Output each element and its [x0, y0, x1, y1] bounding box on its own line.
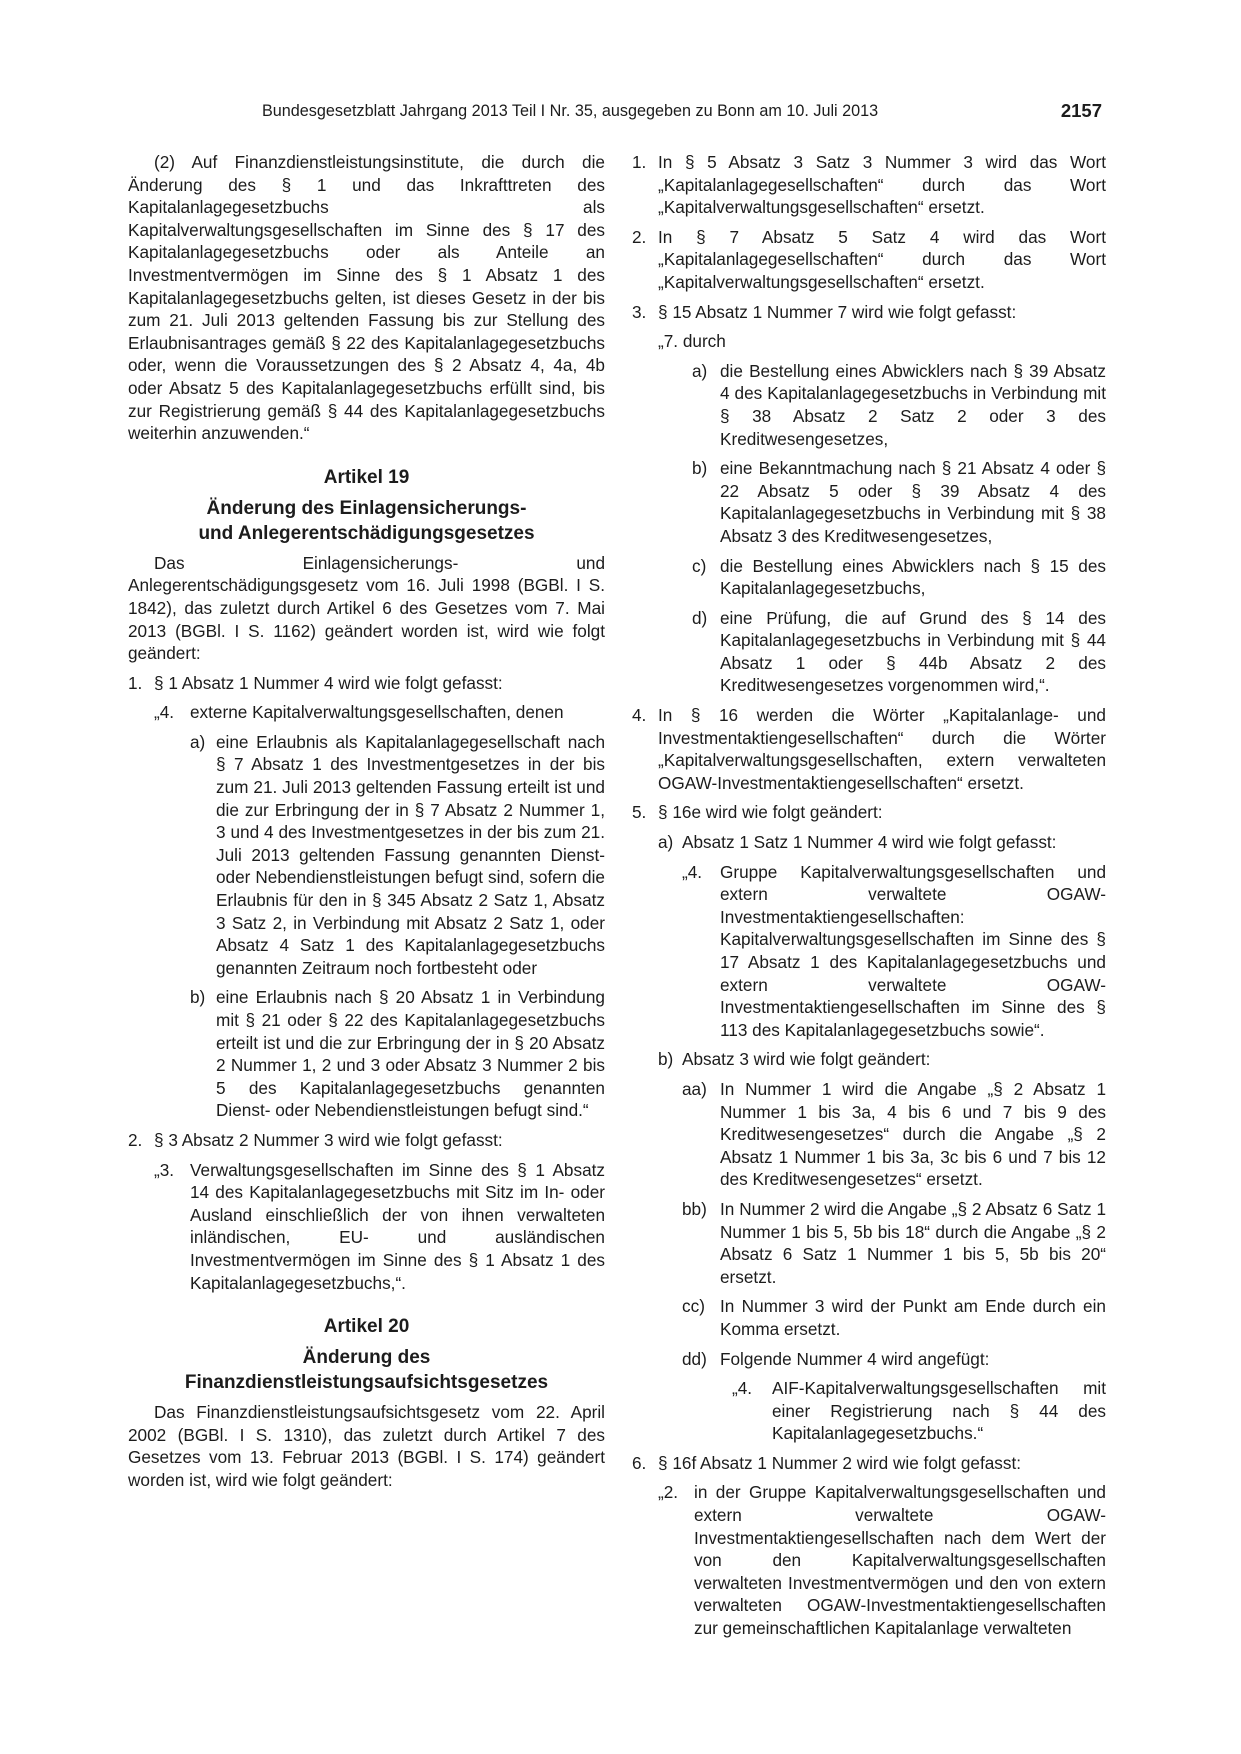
sub-item — [128, 986, 605, 1122]
list-item — [632, 704, 1106, 794]
item-text: eine Erlaubnis nach § 20 Absatz 1 in Verbindung mit § 21 oder § 22 des Kapitalanlagegesetzbuchs erteilt ist und die zur Erbringung der in § 20 Absatz 2 Nummer 1, 2 und 3 oder Absatz 3 Nummer 2 bis 5 des Kapitalanlagegesetzbuchs genannten Dienst- oder Nebendienstleistungen befugt sind.“ — [216, 987, 605, 1121]
item-text: In Nummer 1 wird die Angabe „§ 2 Absatz 1 Nummer 1 bis 3a, 4 bis 6 und 7 bis 9 des Kreditwesengesetzes“ durch die Angabe „§ 2 Absatz 1 Nummer 1 bis 3a, 3c bis 6 und 7 bis 12 des Kreditwesengesetzes“ ersetzt. — [720, 1078, 1106, 1190]
item-label: a) — [692, 360, 708, 381]
list-item — [128, 672, 605, 695]
item-label: 2. — [128, 1129, 143, 1150]
item-label: aa) — [682, 1078, 707, 1099]
list-item — [632, 226, 1106, 294]
article-20-title-line-2: Finanzdienstleistungsaufsichtsgesetzes — [184, 1372, 549, 1394]
item-text: externe Kapitalverwaltungsgesellschaften, denen — [190, 702, 564, 723]
item-label: 1. — [128, 672, 143, 693]
sub-item — [632, 607, 1106, 697]
paragraph-2: (2) Auf Finanzdienstleistungsinstitute, die durch die Änderung des § 1 und das Inkrafttreten des Kapitalanlagegesetzbuchs als Kapitalverwaltungsgesellschaften im Sinne des § 17 des Kapitalanlagegesetzbuchs oder als Anteile an Investmentvermögen im Sinne des § 1 Absatz 1 des Kapitalanlagegesetzbuchs gelten, ist dieses Gesetz in der bis zum 21. Juli 2013 geltenden Fassung bis zur Stellung des Erlaubnisantrages gemäß § 22 des Kapitalanlagegesetzbuchs oder, wenn die Voraussetzungen des § 2 Absatz 4, 4a, 4b oder Absatz 5 des Kapitalanlagegesetzbuchs erfüllt sind, bis zur Registrierung gemäß § 44 des Kapitalanlagegesetzbuchs weiterhin anzuwenden.“ — [128, 152, 605, 444]
item-text: In Nummer 2 wird die Angabe „§ 2 Absatz 6 Satz 1 Nummer 1 bis 5, 5b bis 18“ durch die Angabe „§ 2 Absatz 6 Satz 1 Nummer 1 bis 5, 5b bis 20“ ersetzt. — [720, 1198, 1106, 1287]
list-item — [632, 301, 1106, 324]
item-label: 1. — [632, 152, 647, 172]
item-text: Absatz 3 wird wie folgt geändert: — [682, 1049, 931, 1070]
item-text: AIF-Kapitalverwaltungsgesellschaften mit einer Registrierung nach § 44 des Kapitalanlagegesetzbuchs.“ — [772, 1378, 1106, 1444]
item-text: Absatz 1 Satz 1 Nummer 4 wird wie folgt gefasst: — [682, 832, 1057, 853]
item-label: b) — [658, 1049, 674, 1070]
sub-sub-item — [632, 1295, 1106, 1340]
item-text: Gruppe Kapitalverwaltungsgesellschaften und extern verwaltete OGAW-Investmentaktiengesellschaften: Kapitalverwaltungsgesellschaften im Sinne des § 17 Absatz 1 des Kapitalanlagegesetzbuchs und extern verwaltete OGAW-Investmentaktiengesellschaften im Sinne des § 113 des Kapitalanlagegesetzbuchs sowie“. — [720, 861, 1106, 1040]
sub-item — [632, 555, 1106, 600]
item-label: dd) — [682, 1348, 707, 1369]
article-20-title — [128, 1345, 605, 1395]
item-text: Folgende Nummer 4 wird angefügt: — [720, 1348, 990, 1369]
item-text: eine Erlaubnis als Kapitalanlagegesellschaft nach § 7 Absatz 1 des Investmentgesetzes in der bis zum 21. Juli 2013 geltenden Fassung erteilt ist und die zur Erbringung der in § 7 Absatz 2 Nummer 1, 3 und 4 des Investmentgesetzes in der bis zum 21. Juli 2013 geltenden Fassung genannten Dienst- oder Nebendienstleistungen befugt sind, sofern die Erlaubnis für den in § 345 Absatz 2 Satz 1, Absatz 3 Satz 2, in Verbindung mit Absatz 2 Satz 1, oder Absatz 4 Satz 1 des Kapitalanlagegesetzbuchs genannten Zeitraum noch fortbesteht oder — [216, 731, 605, 978]
article-20-heading: Artikel 20 — [323, 1316, 410, 1338]
item-text: eine Prüfung, die auf Grund des § 14 des Kapitalanlagegesetzbuchs in Verbindung mit § 44 Absatz 1 oder § 44b Absatz 2 des Kreditwesengesetzes vorgenommen wird,“. — [720, 607, 1106, 696]
article-20-intro: Das Finanzdienstleistungsaufsichtsgesetz vom 22. April 2002 (BGBl. I S. 1310), das zuletzt durch Artikel 7 des Gesetzes vom 13. Februar 2013 (BGBl. I S. 174) geändert worden ist, wird wie folgt geändert: — [128, 1402, 605, 1490]
item-label: a) — [658, 832, 674, 853]
list-item — [632, 1452, 1106, 1475]
sub-item — [632, 457, 1106, 547]
item-label: b) — [190, 987, 206, 1008]
item-label: cc) — [682, 1296, 705, 1317]
page-number: 2157 — [1060, 100, 1102, 121]
sub-item — [632, 1048, 1106, 1071]
list-item — [128, 1129, 605, 1152]
page-header — [262, 100, 1102, 130]
item-label: „4. — [732, 1378, 753, 1399]
item-text: eine Bekanntmachung nach § 21 Absatz 4 oder § 22 Absatz 5 oder § 39 Absatz 4 des Kapitalanlagegesetzbuchs in Verbindung mit § 38 Absatz 3 des Kreditwesengesetzes, — [720, 458, 1106, 546]
item-label: 3. — [632, 301, 647, 322]
item-text: In § 16 werden die Wörter „Kapitalanlage- und Investmentaktiengesellschaften“ durch die Wörter „Kapitalverwaltungsgesellschaften, extern verwalteten OGAW-Investmentaktiengesellschaften“ ersetzt. — [658, 705, 1106, 793]
item-text: die Bestellung eines Abwicklers nach § 15 des Kapitalanlagegesetzbuchs, — [720, 555, 1106, 599]
item-text: § 16e wird wie folgt geändert: — [658, 802, 883, 823]
quoted-item — [128, 1159, 605, 1295]
item-label: 6. — [632, 1452, 647, 1473]
item-label: 4. — [632, 705, 647, 726]
left-column — [128, 151, 605, 1492]
sub-item — [632, 360, 1106, 450]
sub-sub-item — [632, 1348, 1106, 1371]
item-label: 2. — [632, 226, 647, 247]
item-label: „4. — [154, 702, 175, 723]
item-label: „4. — [682, 861, 703, 882]
list-item — [632, 801, 1106, 824]
item-text: § 15 Absatz 1 Nummer 7 wird wie folgt gefasst: — [658, 301, 1017, 322]
list-item — [632, 151, 1106, 219]
item-text: Verwaltungsgesellschaften im Sinne des § 1 Absatz 14 des Kapitalanlagegesetzbuchs mit Sitz im In- oder Ausland einschließlich der von ihnen verwalteten inländischen, EU- und ausländischen Investmentvermögen im Sinne des § 1 Absatz 1 des Kapitalanlagegesetzbuchs,“. — [190, 1159, 605, 1293]
article-19-title — [128, 496, 605, 546]
item-label: b) — [692, 458, 708, 479]
running-title: Bundesgesetzblatt Jahrgang 2013 Teil I Nr. 35, ausgegeben zu Bonn am 10. Juli 2013 — [262, 102, 879, 120]
article-19-heading: Artikel 19 — [323, 466, 410, 488]
item-text: in der Gruppe Kapitalverwaltungsgesellschaften und extern verwaltete OGAW-Investmentaktiengesellschaften nach dem Wert der von den Kapitalverwaltungsgesellschaften verwalteten Investmentvermögen und den von extern verwalteten OGAW-Investmentaktiengesellschaften zur gemeinschaftlichen Kapitalanlage verwalteten — [694, 1482, 1106, 1639]
item-label: „3. — [154, 1159, 175, 1180]
quoted-item — [632, 861, 1106, 1042]
item-text: § 1 Absatz 1 Nummer 4 wird wie folgt gefasst: — [154, 672, 503, 693]
item-text: In § 5 Absatz 3 Satz 3 Nummer 3 wird das Wort „Kapitalanlagegesellschaften“ durch das Wort „Kapitalverwaltungsgesellschaften“ ersetzt. — [658, 152, 1106, 218]
sub-item — [632, 831, 1106, 854]
sub-item — [128, 731, 605, 980]
sub-sub-item — [632, 1198, 1106, 1288]
item-label: „2. — [658, 1482, 679, 1503]
item-text: die Bestellung eines Abwicklers nach § 39 Absatz 4 des Kapitalanlagegesetzbuchs in Verbindung mit § 38 Absatz 2 Satz 2 oder 3 des Kreditwesengesetzes, — [720, 360, 1106, 449]
quoted-item — [632, 1377, 1106, 1445]
item-label: d) — [692, 607, 708, 628]
item-label: 5. — [632, 802, 647, 823]
article-19-title-line-2: und Anlegerentschädigungsgesetzes — [198, 522, 535, 544]
right-column — [632, 151, 1106, 1640]
quoted-item — [128, 701, 605, 724]
item-text: § 3 Absatz 2 Nummer 3 wird wie folgt gefasst: — [154, 1129, 503, 1150]
item-label: bb) — [682, 1198, 707, 1219]
item-text: § 16f Absatz 1 Nummer 2 wird wie folgt gefasst: — [658, 1452, 1022, 1473]
quoted-item — [632, 1481, 1106, 1639]
item-text: In Nummer 3 wird der Punkt am Ende durch ein Komma ersetzt. — [720, 1296, 1106, 1339]
article-19-intro: Das Einlagensicherungs- und Anlegerentschädigungsgesetz vom 16. Juli 1998 (BGBl. I S. 1842), das zuletzt durch Artikel 6 des Gesetzes vom 7. Mai 2013 (BGBl. I S. 1162) geändert worden ist, wird wie folgt geändert: — [128, 552, 605, 664]
article-20-title-line-1: Änderung des — [302, 1347, 431, 1369]
sub-sub-item — [632, 1078, 1106, 1191]
item-label: a) — [190, 731, 206, 752]
item-text: In § 7 Absatz 5 Satz 4 wird das Wort „Kapitalanlagegesellschaften“ durch das Wort „Kapitalverwaltungsgesellschaften“ ersetzt. — [658, 226, 1106, 292]
article-19-title-line-1: Änderung des Einlagensicherungs- — [206, 497, 527, 519]
item-label: c) — [692, 555, 707, 576]
item-text: „7. durch — [658, 331, 726, 352]
quoted-item — [632, 330, 1106, 353]
